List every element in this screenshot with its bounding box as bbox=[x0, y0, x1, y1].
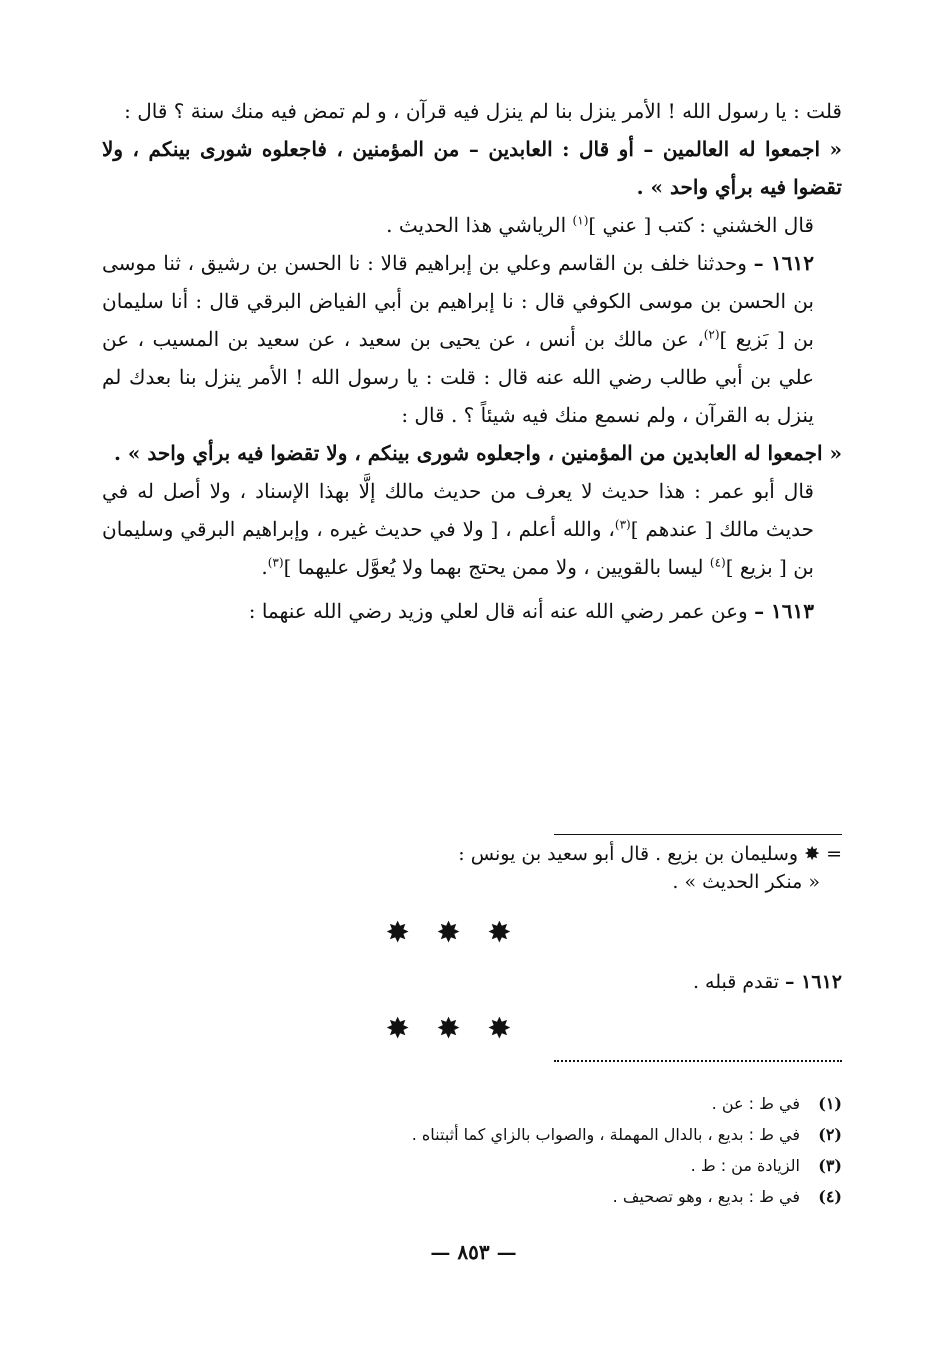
star-divider: ✸ ✸ ✸ bbox=[386, 1014, 521, 1044]
footnote-number: (٣) bbox=[818, 1156, 842, 1175]
footnote-number: (٤) bbox=[818, 1187, 842, 1206]
footnotes bbox=[102, 1088, 842, 1212]
footnote bbox=[102, 1088, 842, 1119]
hadith-quote: « اجمعوا له العالمين – أو قال : العابدين – من المؤمنين ، فاجعلوه شورى بينكم ، ولا تقضوا فيه برأي واحد » . bbox=[102, 137, 842, 199]
text: الرياشي هذا الحديث . bbox=[386, 213, 573, 237]
text: . bbox=[261, 555, 268, 579]
star-divider: ✸ ✸ ✸ bbox=[386, 918, 521, 948]
footnote-ref: (١) bbox=[572, 213, 589, 228]
commentary bbox=[102, 472, 842, 586]
footnote-text: في ط : بديع ، بالدال المهملة ، والصواب بالزاي كما أثبتناه . bbox=[411, 1125, 800, 1144]
footnote-text: الزيادة من : ط . bbox=[690, 1156, 800, 1175]
footnote-number: (٢) bbox=[818, 1125, 842, 1144]
text: ، عن مالك بن أنس ، عن يحيى بن سعيد ، عن سعيد بن المسيب ، عن علي بن أبي طالب رضي الله عنه قال : قلت : يا رسول الله ! الأمر ينزل بنا بعدك لم ينزل به القرآن ، ولم نسمع منك فيه شيئاً ؟ . قال : bbox=[102, 327, 814, 427]
note-line: « منكر الحديث » . bbox=[672, 871, 820, 893]
footnote-text: في ط : عن . bbox=[711, 1094, 800, 1113]
text: تقدم قبله . bbox=[692, 971, 786, 993]
text-line: قلت : يا رسول الله ! الأمر ينزل بنا لم ينزل فيه قرآن ، و لم تمض فيه منك سنة ؟ قال : bbox=[124, 99, 842, 123]
footnote-number: (١) bbox=[818, 1094, 842, 1113]
footnote bbox=[102, 1150, 842, 1181]
page-number: — ٨٥٣ — bbox=[430, 1240, 517, 1264]
text: قال الخشني : كتب [ عني ] bbox=[588, 213, 814, 237]
text: قال أبو عمر : هذا حديث لا يعرف من حديث مالك إلَّا بهذا الإسناد ، ولا أصل له في حديث مالك [ عندهم ] bbox=[102, 479, 814, 541]
hadith-number: ١٦١٢ – bbox=[753, 251, 814, 275]
hadith-1612 bbox=[102, 244, 842, 434]
note-line: = ✸ وسليمان بن بزيع . قال أبو سعيد بن يونس : bbox=[458, 843, 842, 865]
paragraph bbox=[102, 92, 842, 130]
footnote-ref: (٢) bbox=[703, 327, 720, 342]
hadith-quote: « اجمعوا له العابدين من المؤمنين ، واجعلوه شورى بينكم ، ولا تقضوا فيه برأي واحد » . bbox=[113, 441, 842, 465]
text: وعن عمر رضي الله عنه أنه قال لعلي وزيد رضي الله عنهما : bbox=[248, 599, 755, 623]
note-1612 bbox=[102, 968, 842, 996]
footnote-ref: (٤) bbox=[709, 555, 726, 570]
hadith-1613 bbox=[102, 592, 842, 630]
hadith-number: ١٦١٣ – bbox=[754, 599, 814, 623]
main-text bbox=[102, 92, 842, 630]
text: ، والله أعلم ، [ ولا في حديث غيره ، وإبراهيم البرقي وسليمان بن [ بزيع ] bbox=[102, 517, 814, 579]
footnote-ref: (٣) bbox=[614, 517, 631, 532]
text: وحدثنا خلف بن القاسم وعلي بن إبراهيم قالا : نا الحسن بن رشيق ، ثنا موسى بن الحسن بن موسى الكوفي قال : نا إبراهيم بن أبي الفياض البرقي قال : أنا سليمان بن [ بَزيع ] bbox=[102, 251, 814, 351]
footnote-ref: (٣) bbox=[267, 555, 284, 570]
separator-line bbox=[554, 834, 842, 835]
footnote bbox=[102, 1181, 842, 1212]
hadith-number: ١٦١٢ – bbox=[785, 971, 842, 993]
footnote-text: في ط : بديع ، وهو تصحيف . bbox=[612, 1187, 800, 1206]
footnote bbox=[102, 1119, 842, 1150]
note-block bbox=[102, 840, 842, 896]
text: ليسا بالقويين ، ولا ممن يحتج بهما ولا يُعوَّل عليهما ] bbox=[283, 555, 710, 579]
dotted-separator bbox=[554, 1060, 842, 1062]
paragraph bbox=[102, 206, 842, 244]
